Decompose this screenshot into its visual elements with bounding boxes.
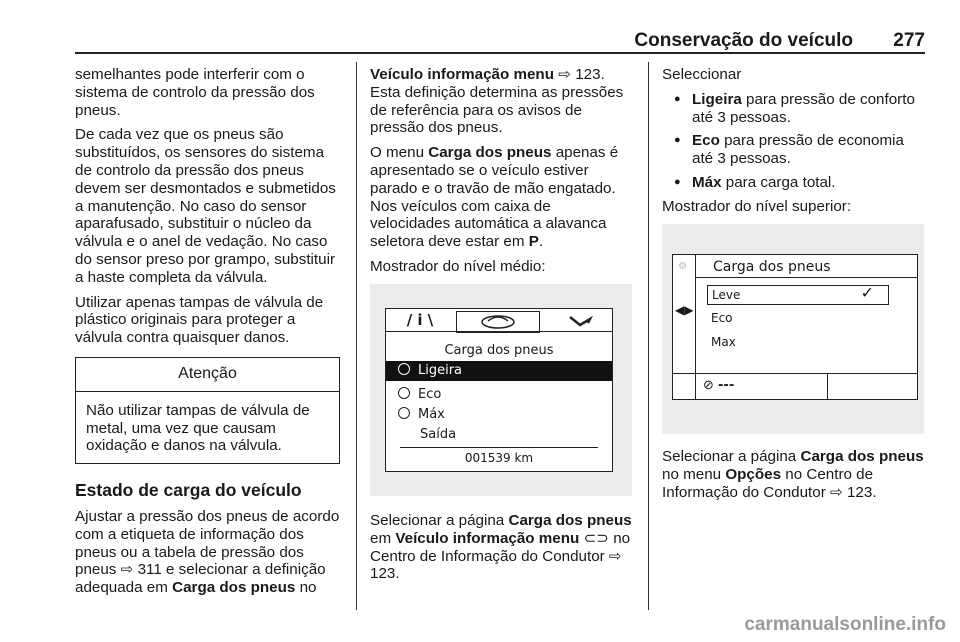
page-ref-link[interactable]: 123	[370, 565, 396, 583]
paragraph: semelhantes pode interferir com o sistema de controlo da pressão dos pneus.	[75, 66, 315, 119]
odometer: 001539 km	[464, 451, 534, 465]
list-item: ● Ligeira para pressão de conforto até 3 pessoas.	[662, 91, 928, 127]
paragraph: Mostrador do nível médio:	[370, 257, 546, 275]
mid-level-display	[385, 308, 613, 472]
paragraph: O menu Carga dos pneus apenas é apresentado se o veículo estiver parado e o travão de mão engatado. Nos veículos com caixa de velocidades automática a alavanca seletora deve estar em P.	[370, 144, 619, 251]
column-divider	[356, 62, 357, 610]
page-header	[75, 30, 925, 52]
option-selected: Leve ✓	[707, 285, 889, 305]
radio-icon	[398, 387, 410, 399]
radio-icon	[398, 407, 410, 419]
warning-box	[75, 357, 340, 464]
checkmark-icon: ✓	[860, 283, 874, 302]
page-ref-link[interactable]: 123	[846, 483, 873, 501]
option-selected: Ligeira	[386, 361, 612, 381]
footer-divider	[695, 373, 696, 399]
list-item: ● Máx para carga total.	[662, 174, 928, 192]
paragraph: Selecionar a página Carga dos pneus em Veículo informação menu ⊂⊃ no Centro de Informação do Condutor ⇨ 123.	[370, 512, 632, 583]
display-title: Carga dos pneus	[444, 343, 554, 358]
option: Eco	[711, 311, 733, 325]
option: Max	[711, 335, 736, 349]
option: Eco	[386, 385, 612, 405]
ref-icon: ⇨	[608, 547, 622, 565]
list-item: ● Eco para pressão de economia até 3 pessoas.	[662, 132, 928, 168]
option: Máx	[386, 405, 612, 425]
paragraph: Veículo informação menu ⇨ 123. Esta definição determina as pressões de referência para os avisos de pressão dos pneus.	[370, 66, 624, 137]
header-title: Conservação do veículo	[634, 30, 853, 51]
option-exit: Saída	[420, 427, 457, 442]
display-title: Carga dos pneus	[713, 259, 831, 275]
paragraph: De cada vez que os pneus são substituídos, os sensores do sistema de controlo da pressão dos pneus devem ser desmontados e submetidos a manutenção. No caso do sensor aparafusado, substituir o núcleo da válvula e o anel de vedação. No caso do sensor preso por grampo, substituir a haste completa da válvula.	[75, 126, 336, 286]
mid-level-display-figure	[370, 284, 632, 496]
page-ref-link[interactable]: 311	[137, 561, 162, 579]
bullet-list	[662, 91, 928, 192]
tab-settings	[546, 309, 612, 331]
arrows-icon: ◀▶	[675, 303, 694, 317]
paragraph: Mostrador do nível superior:	[662, 197, 852, 215]
footer-status: ⊘ ---	[703, 378, 735, 393]
ref-icon: ⇨	[830, 483, 843, 501]
divider	[400, 447, 598, 448]
column-3	[662, 66, 928, 223]
paragraph: Utilizar apenas tampas de válvula de plástico originais para proteger a válvula contra quaisquer danos.	[75, 293, 324, 347]
watermark: carmanualsonline.info	[744, 614, 946, 635]
title-rule	[695, 277, 917, 278]
ref-icon: ⇨	[558, 66, 571, 83]
page-number: 277	[893, 30, 925, 51]
car-icon	[457, 312, 539, 332]
footer-rule	[673, 373, 917, 374]
radio-icon	[398, 363, 410, 375]
column-2	[370, 66, 635, 283]
tyre-warning-icon: ⊘	[703, 378, 719, 393]
top-level-display-figure	[662, 224, 924, 434]
tab-vehicle	[456, 311, 540, 333]
top-level-display	[672, 254, 918, 400]
footer-divider	[827, 373, 828, 399]
section-title: Estado de carga do veículo	[75, 480, 302, 501]
column-3-bottom	[662, 448, 928, 508]
tab-info: / i \	[406, 311, 434, 329]
warning-text: Não utilizar tampas de válvula de metal, uma vez que causam oxidação e danos na válvula.	[86, 401, 310, 455]
tab-underline	[386, 331, 612, 332]
paragraph: Ajustar a pressão dos pneus de acordo com a etiqueta de informação dos pneus ou a tabela de pressão dos pneus ⇨ 311 e selecionar a definição adequada em Carga dos pneus no	[75, 507, 340, 597]
header-rule	[75, 52, 925, 54]
paragraph: Selecionar a página Carga dos pneus no menu Opções no Centro de Informação do Condutor ⇨ 123.	[662, 448, 924, 501]
column-divider	[648, 62, 649, 610]
road-icon	[546, 309, 612, 331]
paragraph: Seleccionar	[662, 66, 742, 83]
column-2-bottom	[370, 512, 635, 590]
warning-title: Atenção	[76, 358, 339, 392]
page-ref-link[interactable]: 123	[575, 66, 601, 83]
car-icon: ⊂⊃	[583, 529, 610, 547]
column-1	[75, 66, 340, 604]
tyre-icon: ⚙	[678, 261, 687, 272]
ref-icon: ⇨	[120, 561, 134, 579]
side-strip	[673, 255, 696, 373]
